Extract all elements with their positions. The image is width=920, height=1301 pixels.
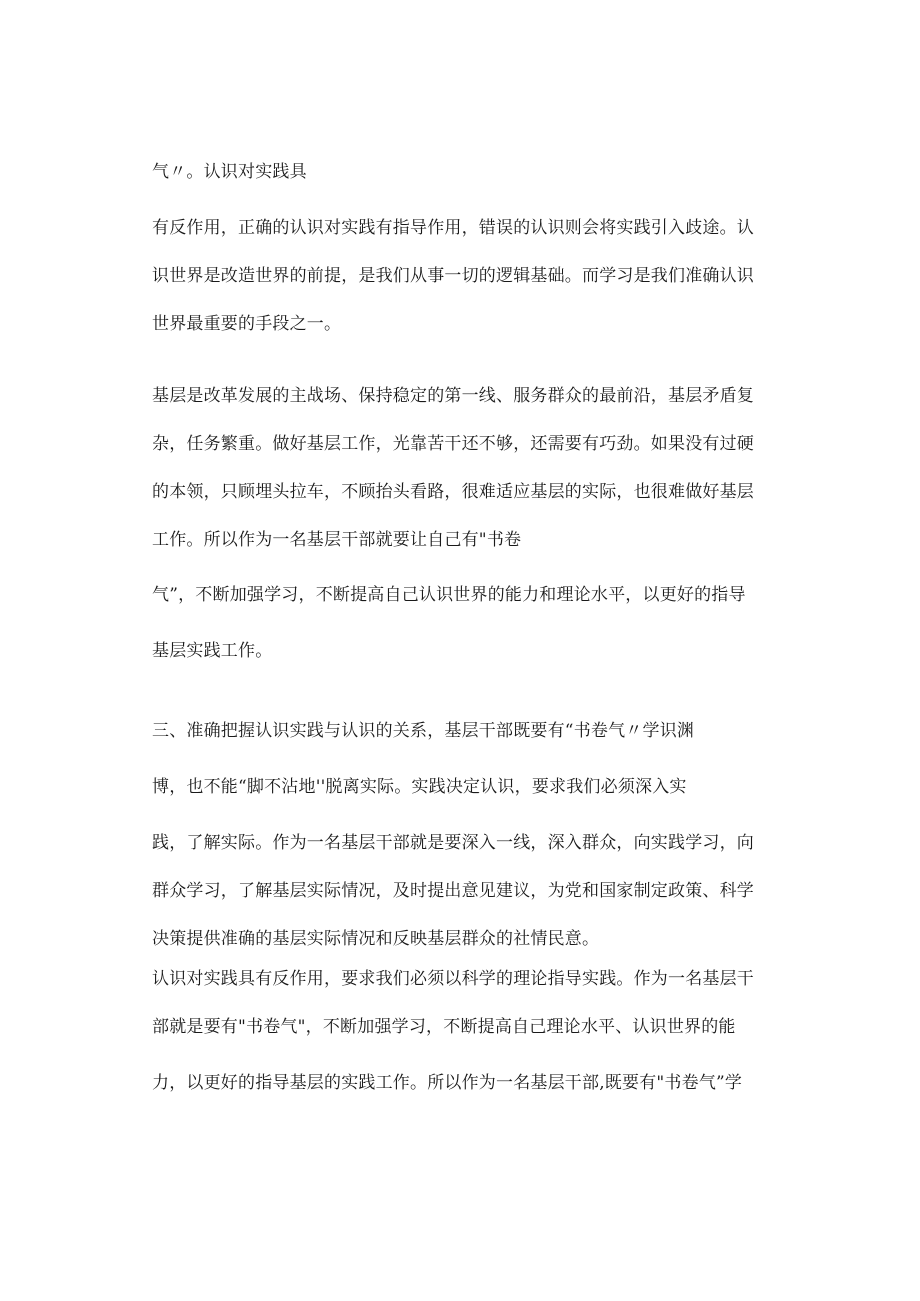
text-line: 有反作用，正确的认识对实践有指导作用，错误的认识则会将实践引入歧途。认	[152, 218, 754, 238]
text-line: 基层实践工作。	[152, 641, 273, 661]
text-line: 三、准确把握认识实践与认识的关系，基层干部既要有“书卷气〃学识渊	[152, 721, 695, 741]
text-line: 工作。所以作为一名基层干部就要让自己有"书卷	[152, 530, 522, 550]
text-line: 基层是改革发展的主战场、保持稳定的第一线、服务群众的最前沿，基层矛盾复	[152, 386, 754, 406]
text-line: 世界最重要的手段之一。	[152, 314, 342, 334]
text-line: 认识对实践具有反作用，要求我们必须以科学的理论指导实践。作为一名基层干	[152, 969, 754, 989]
text-line: 识世界是改造世界的前提，是我们从事一切的逻辑基础。而学习是我们准确认识	[152, 266, 754, 286]
text-line: 部就是要有"书卷气"，不断加强学习，不断提高自己理论水平、认识世界的能	[152, 1017, 736, 1037]
text-line: 践，了解实际。作为一名基层干部就是要深入一线，深入群众，向实践学习，向	[152, 833, 754, 853]
text-line: 的本领，只顾埋头拉车，不顾抬头看路，很难适应基层的实际，也很难做好基层	[152, 482, 754, 502]
text-line: 决策提供准确的基层实际情况和反映基层群众的社情民意。	[152, 929, 600, 949]
text-line: 杂，任务繁重。做好基层工作，光靠苦干还不够，还需要有巧劲。如果没有过硬	[152, 434, 754, 454]
text-line: 力，以更好的指导基层的实践工作。所以作为一名基层干部,既要有"书卷气”学	[152, 1073, 743, 1093]
text-line: 群众学习，了解基层实际情况，及时提出意见建议，为党和国家制定政策、科学	[152, 881, 754, 901]
text-line: 博，也不能“脚不沾地''脱离实际。实践决定认识，要求我们必须深入实	[152, 777, 687, 797]
text-line: 气〃。认识对实践具	[152, 162, 307, 182]
text-line: 气”，不断加强学习，不断提高自己认识世界的能力和理论水平，以更好的指导	[152, 585, 746, 605]
